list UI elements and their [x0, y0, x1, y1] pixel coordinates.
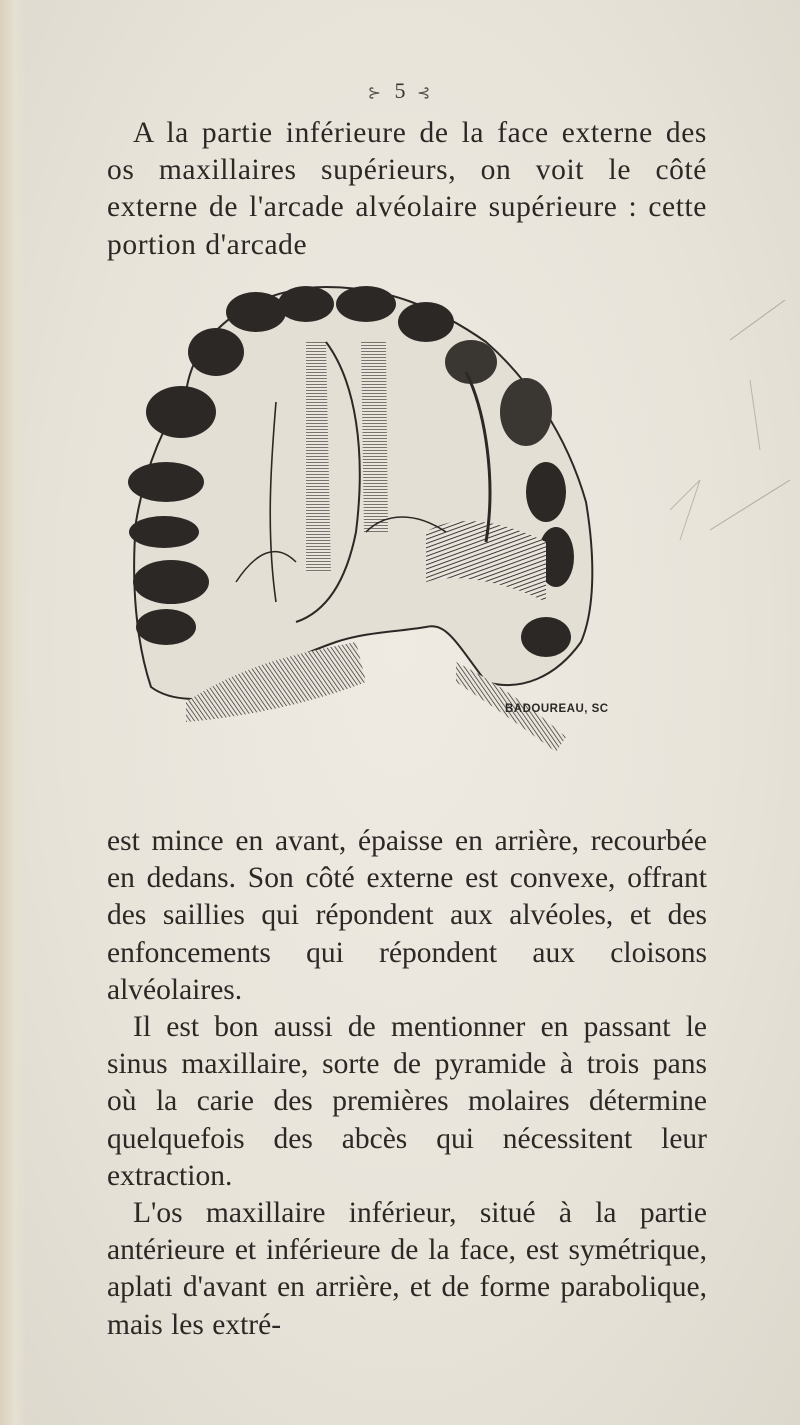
paragraph-body: [107, 823, 707, 1344]
body-paragraph-3: L'os maxillaire inférieur, situé à la partie antérieure et inférieure de la face, est symétrique, aplati d'avant en arrière, et de forme parabolique, mais les extré-: [107, 1197, 707, 1341]
anatomical-figure: [126, 282, 616, 757]
ornament-left: ⊱: [367, 85, 383, 102]
paragraph-top-text: A la partie inférieure de la face externe des os maxillaires supérieurs, on voit le côté externe de l'arcade alvéolaire supérieure : cette portion d'arcade: [107, 117, 707, 261]
body-paragraph-1: est mince en avant, épaisse en arrière, recourbée en dedans. Son côté externe est convexe, offrant des saillies qui répondent aux alvéoles, et des enfoncements qui répondent aux cloisons alvéolaires.: [107, 825, 707, 1006]
page-header: [0, 78, 800, 104]
bleed-through-marks: [610, 300, 800, 620]
page-number: 5: [394, 78, 406, 103]
engraver-signature: BADOUREAU, SC: [505, 703, 609, 715]
maxilla-engraving-icon: [126, 282, 616, 757]
paragraph-top: [107, 115, 707, 264]
page-binding-edge: [0, 0, 26, 1425]
ornament-right: ⊰: [417, 85, 433, 102]
body-paragraph-2: Il est bon aussi de mentionner en passant le sinus maxillaire, sorte de pyramide à trois pans où la carie des premières molaires détermine quelquefois des abcès qui nécessitent leur extraction.: [107, 1011, 707, 1192]
